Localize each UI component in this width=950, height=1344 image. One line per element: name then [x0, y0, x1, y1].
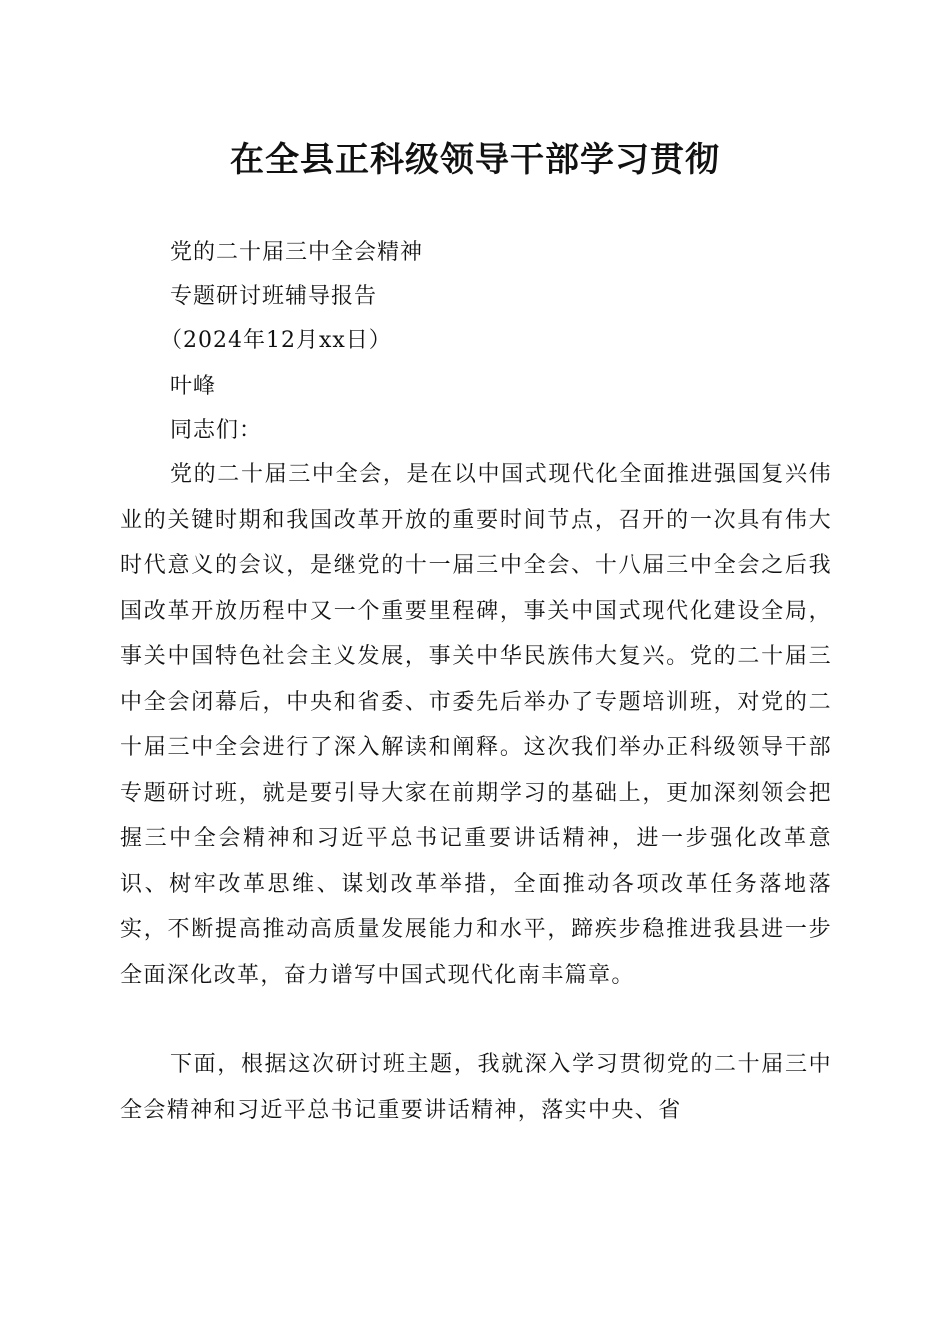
- subtitle-line-2: 专题研讨班辅导报告: [170, 284, 378, 309]
- author-name: 叶峰: [170, 374, 217, 399]
- subtitle-line-1: 党的二十届三中全会精神: [170, 240, 424, 265]
- salutation: 同志们：: [170, 418, 263, 443]
- body-paragraph-2: 下面，根据这次研讨班主题，我就深入学习贯彻党的二十届三中全会精神和习近平总书记重要讲话精神，落实中央、省: [120, 1052, 832, 1123]
- report-date: （2024年12月xx日）: [160, 328, 392, 353]
- document-title: 在全县正科级领导干部学习贯彻: [230, 140, 720, 180]
- body-paragraph-1: 党的二十届三中全会，是在以中国式现代化全面推进强国复兴伟业的关键时期和我国改革开放的重要时间节点，召开的一次具有伟大时代意义的会议，是继党的十一届三中全会、十八届三中全会之后我国改革开放历程中又一个重要里程碑，事关中国式现代化建设全局，事关中国特色社会主义发展，事关中华民族伟大复兴。党的二十届三中全会闭幕后，中央和省委、市委先后举办了专题培训班，对党的二十届三中全会进行了深入解读和阐释。这次我们举办正科级领导干部专题研讨班，就是要引导大家在前期学习的基础上，更加深刻领会把握三中全会精神和习近平总书记重要讲话精神，进一步强化改革意识、树牢改革思维、谋划改革举措，全面推动各项改革任务落地落实，不断提高推动高质量发展能力和水平，蹄疾步稳推进我县进一步全面深化改革，奋力谱写中国式现代化南丰篇章。: [120, 462, 832, 988]
